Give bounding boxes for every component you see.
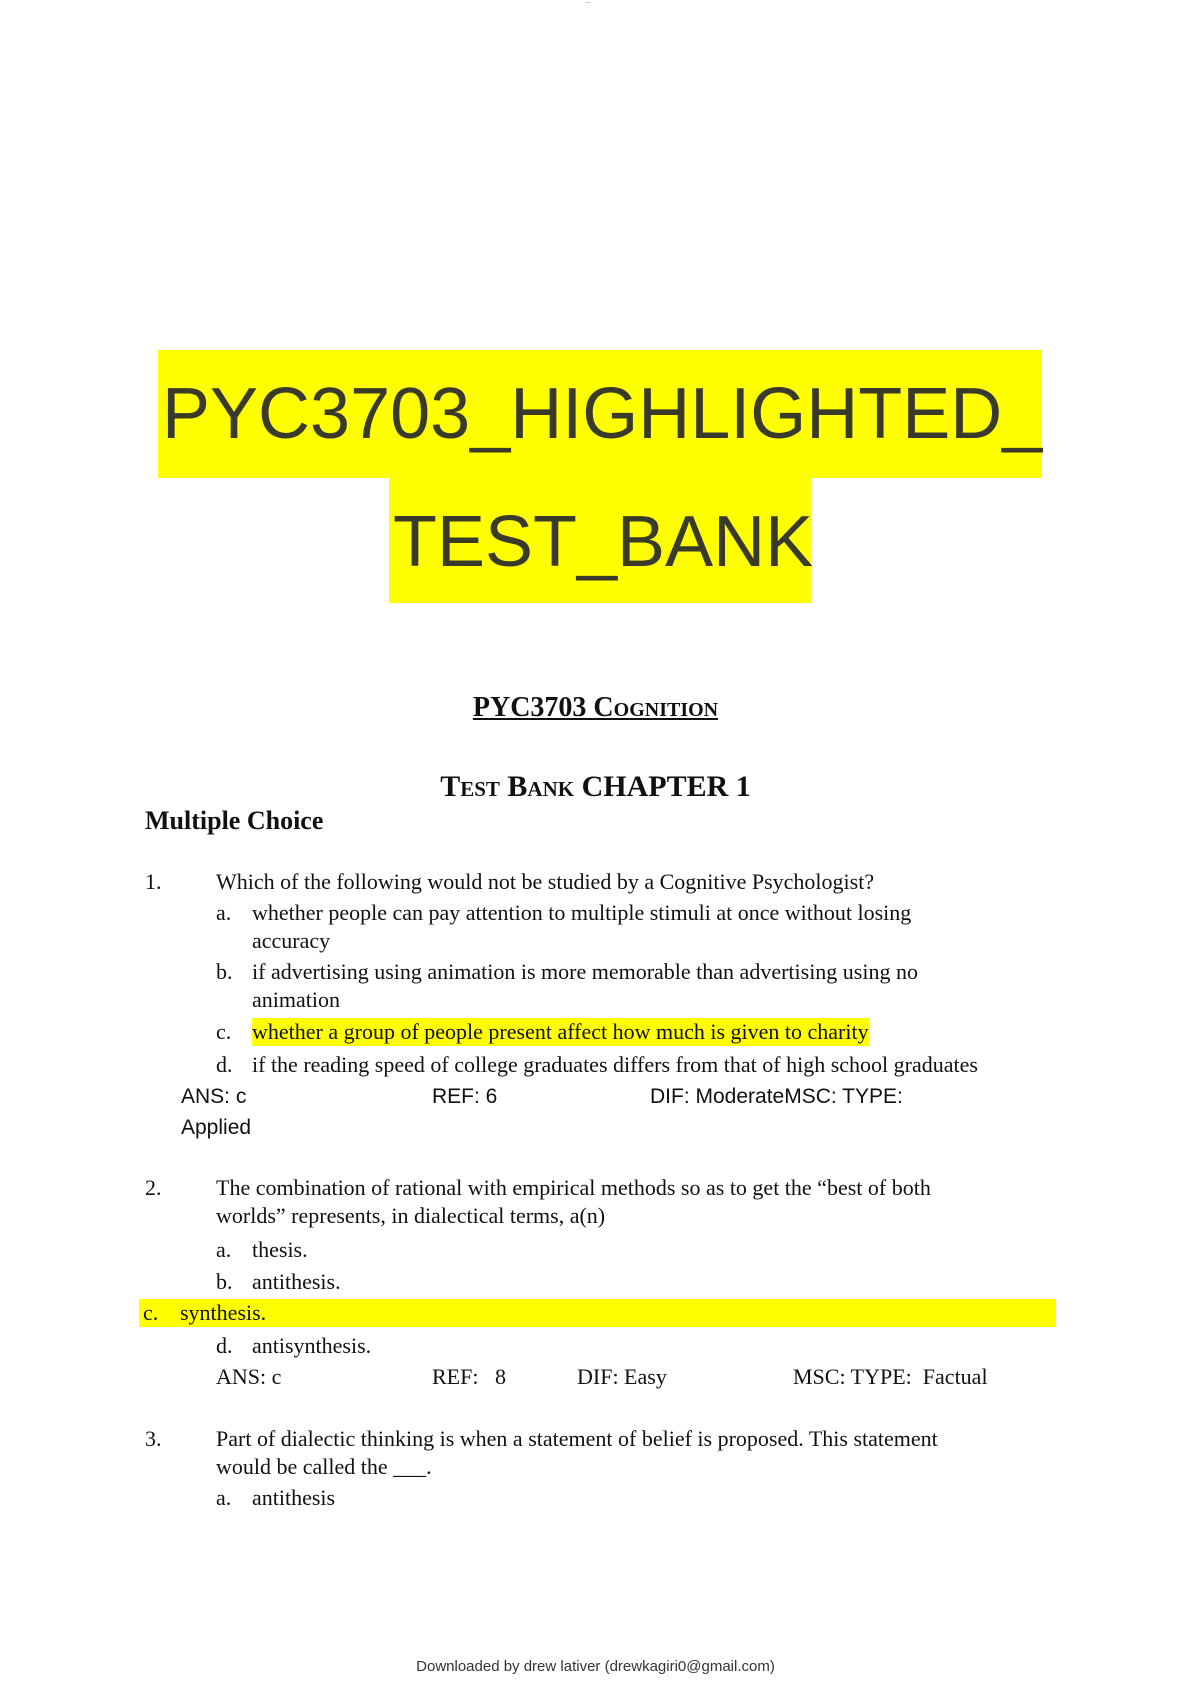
section-heading: Multiple Choice <box>145 806 324 835</box>
question-3-number: 3. <box>145 1426 162 1451</box>
bank-title-prefix: Test Bank <box>440 770 575 803</box>
question-2-option-c-letter: c. <box>143 1300 159 1325</box>
course-name: Cognition <box>593 692 719 723</box>
banner-line-2: TEST_BANK <box>389 478 811 603</box>
question-3-stem-cont: would be called the ___. <box>216 1454 432 1479</box>
question-2-option-d-letter: d. <box>216 1333 233 1358</box>
question-1-reference: REF: 6 <box>432 1085 498 1108</box>
question-3-option-a-letter: a. <box>216 1485 232 1510</box>
question-2-option-d: antisynthesis. <box>252 1333 372 1358</box>
bank-title-chapter: CHAPTER 1 <box>574 770 751 803</box>
question-1-option-c-letter: c. <box>216 1019 232 1044</box>
question-1-number: 1. <box>145 869 162 894</box>
question-2-option-a-letter: a. <box>216 1237 232 1262</box>
bank-title <box>0 770 1191 804</box>
question-1-option-b: if advertising using animation is more memorable than advertising using no <box>252 959 918 984</box>
question-2-option-b: antithesis. <box>252 1269 341 1294</box>
question-1-option-c-highlighted: whether a group of people present affect how much is given to charity <box>252 1019 869 1044</box>
highlight-bar <box>139 1299 1056 1327</box>
question-2-msc-type: MSC: TYPE: Factual <box>793 1364 988 1389</box>
question-2-answer: ANS: c <box>216 1364 282 1389</box>
question-3-stem: Part of dialectic thinking is when a statement of belief is proposed. This statement <box>216 1426 938 1451</box>
question-2-option-a: thesis. <box>252 1237 308 1262</box>
question-2-stem-cont: worlds” represents, in dialectical terms, a(n) <box>216 1203 606 1228</box>
question-1-option-d: if the reading speed of college graduates differs from that of high school graduates <box>252 1052 978 1077</box>
question-1-type: Applied <box>181 1116 252 1139</box>
banner-line-1: PYC3703_HIGHLIGHTED_ <box>158 350 1042 478</box>
question-2-option-c-highlighted: synthesis. <box>180 1300 267 1325</box>
question-2-stem: The combination of rational with empirical methods so as to get the “best of both <box>216 1175 931 1200</box>
question-3-option-a: antithesis <box>252 1485 336 1510</box>
question-1-option-b-letter: b. <box>216 959 233 984</box>
course-code: PYC3703 <box>472 692 594 723</box>
question-1-option-a-cont: accuracy <box>252 928 331 953</box>
question-2-option-b-letter: b. <box>216 1269 233 1294</box>
question-1-option-a: whether people can pay attention to multiple stimuli at once without losing <box>252 900 912 925</box>
question-2-difficulty: DIF: Easy <box>577 1364 667 1389</box>
question-1-option-b-cont: animation <box>252 987 340 1012</box>
question-2-number: 2. <box>145 1175 162 1200</box>
question-2-reference: REF: 8 <box>432 1364 506 1389</box>
question-1-difficulty: DIF: ModerateMSC: TYPE: <box>650 1085 903 1108</box>
question-1-answer: ANS: c <box>181 1085 247 1108</box>
question-1-stem: Which of the following would not be studied by a Cognitive Psychologist? <box>216 869 875 894</box>
download-footer: Downloaded by drew lativer (drewkagiri0@gmail.com) <box>416 1658 775 1675</box>
course-title <box>0 692 1191 724</box>
question-1-option-d-letter: d. <box>216 1052 233 1077</box>
question-1-option-a-letter: a. <box>216 900 232 925</box>
page-marker: — <box>585 0 591 6</box>
